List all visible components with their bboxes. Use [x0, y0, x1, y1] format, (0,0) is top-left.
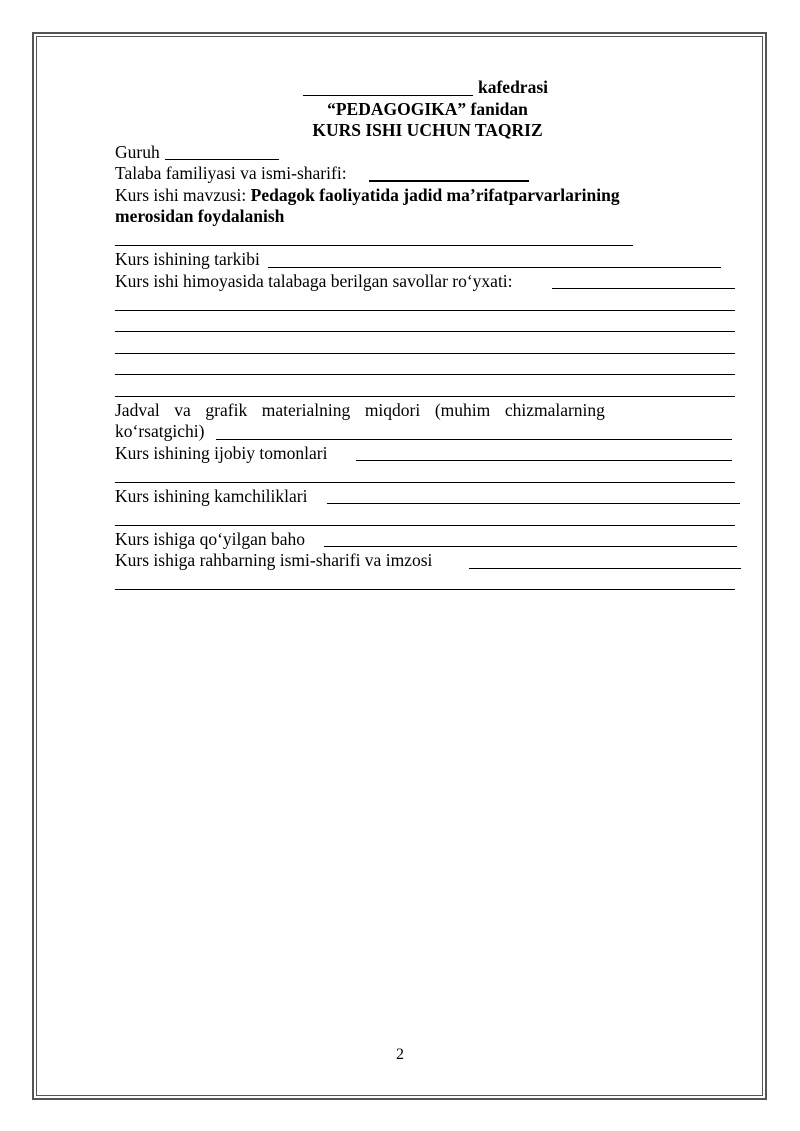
supervisor-blank[interactable] — [469, 568, 741, 569]
student-label: Talaba familiyasi va ismi-sharifi: — [115, 163, 347, 183]
shortcomings-field — [115, 486, 740, 508]
questions-line-3 — [115, 335, 740, 357]
supervisor-blank-line[interactable] — [115, 589, 735, 590]
structure-field — [115, 249, 740, 271]
shortcomings-blank[interactable] — [327, 503, 740, 504]
supervisor-label: Kurs ishiga rahbarning ismi-sharifi va imzosi — [115, 550, 433, 570]
questions-blank-line[interactable] — [115, 353, 735, 354]
positive-blank[interactable] — [356, 460, 732, 461]
department-line — [115, 77, 740, 99]
positive-line-2 — [115, 464, 740, 486]
supervisor-field — [115, 550, 740, 572]
tables-label-word: Jadval — [115, 399, 160, 420]
review-form — [115, 77, 740, 593]
topic-blank-row — [115, 228, 740, 250]
group-field — [115, 142, 740, 164]
title-text: KURS ISHI UCHUN TAQRIZ — [312, 120, 543, 140]
topic-value-continued: merosidan foydalanish — [115, 206, 285, 226]
supervisor-line-2 — [115, 572, 740, 594]
tables-label-word: (muhim — [434, 399, 491, 420]
questions-line-2 — [115, 314, 740, 336]
page-title — [115, 120, 740, 142]
questions-line-4 — [115, 357, 740, 379]
questions-label: Kurs ishi himoyasida talabaga berilgan savollar ro‘yxati: — [115, 270, 513, 291]
tables-field-line2 — [115, 421, 740, 443]
positive-label: Kurs ishining ijobiy tomonlari — [115, 442, 328, 463]
group-blank[interactable] — [165, 159, 279, 160]
tables-label-continued: ko‘rsatgichi) — [115, 421, 205, 441]
topic-label: Kurs ishi mavzusi: — [115, 184, 247, 205]
topic-field — [115, 185, 740, 207]
questions-blank-line[interactable] — [115, 310, 735, 311]
structure-blank[interactable] — [268, 267, 721, 268]
group-label: Guruh — [115, 141, 160, 162]
shortcomings-label: Kurs ishining kamchiliklari — [115, 485, 308, 506]
positive-field — [115, 443, 740, 465]
student-field — [115, 163, 740, 185]
tables-label-word: grafik — [205, 399, 248, 420]
grade-field — [115, 529, 740, 551]
tables-label-word: va — [174, 399, 191, 420]
grade-blank[interactable] — [324, 546, 737, 547]
positive-blank-line[interactable] — [115, 482, 735, 483]
questions-line-1 — [115, 292, 740, 314]
page-number: 2 — [396, 1046, 404, 1063]
student-blank[interactable] — [369, 180, 529, 182]
questions-blank-line[interactable] — [115, 331, 735, 332]
topic-blank[interactable] — [115, 245, 633, 246]
tables-label — [115, 400, 605, 422]
topic-field-line2 — [115, 206, 740, 228]
grade-label: Kurs ishiga qo‘yilgan baho — [115, 528, 306, 549]
shortcomings-blank-line[interactable] — [115, 525, 735, 526]
department-suffix: kafedrasi — [478, 77, 548, 97]
questions-blank[interactable] — [552, 288, 735, 289]
subject-text: “PEDAGOGIKA” fanidan — [327, 98, 528, 119]
tables-label-word: chizmalarning — [504, 399, 605, 420]
questions-blank-line[interactable] — [115, 374, 735, 375]
structure-label: Kurs ishining tarkibi — [115, 249, 260, 269]
tables-label-word: materialning — [261, 399, 351, 420]
tables-field — [115, 400, 740, 422]
tables-label-word: miqdori — [364, 399, 421, 420]
questions-field — [115, 271, 740, 293]
department-blank[interactable] — [303, 95, 473, 96]
questions-line-5 — [115, 378, 740, 400]
questions-blank-line[interactable] — [115, 396, 735, 397]
subject-line — [115, 99, 740, 121]
tables-blank[interactable] — [216, 439, 732, 440]
shortcomings-line-2 — [115, 507, 740, 529]
topic-value: Pedagok faoliyatida jadid ma’rifatparvarlarining — [250, 184, 620, 205]
